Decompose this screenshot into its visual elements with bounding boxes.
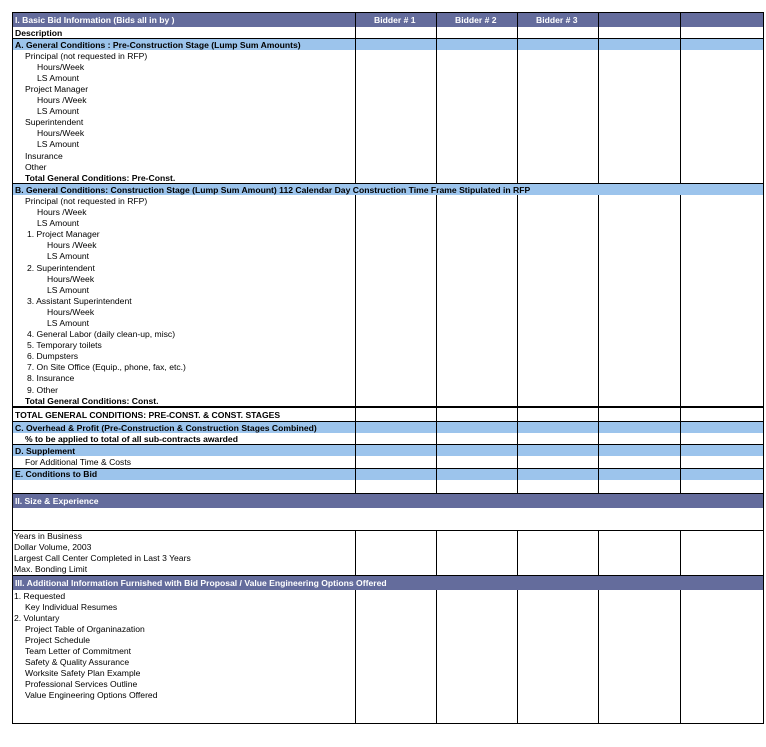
table-row xyxy=(13,564,764,576)
section-d-header xyxy=(13,445,764,457)
table-row xyxy=(13,542,764,553)
row-label: C. Overhead & Profit (Pre-Construction & Construction Stages Combined) xyxy=(13,422,356,434)
row-label: For Additional Time & Costs xyxy=(13,456,356,468)
section-a-header xyxy=(13,39,764,51)
row-label: TOTAL GENERAL CONDITIONS: PRE-CONST. & CONST. STAGES xyxy=(13,407,356,422)
total-row xyxy=(13,395,764,407)
row-label: Project Table of Organinazation xyxy=(13,623,356,634)
row-label: Total General Conditions: Const. xyxy=(13,395,356,407)
row-label: Total General Conditions: Pre-Const. xyxy=(13,172,356,184)
row-label: Largest Call Center Completed in Last 3 Years xyxy=(13,553,356,564)
table-row xyxy=(13,150,764,161)
row-label: LS Amount xyxy=(13,72,356,83)
section-1-title: I. Basic Bid Information (Bids all in by ) xyxy=(13,13,356,28)
table-row xyxy=(13,433,764,445)
section-3-title: III. Additional Information Furnished with Bid Proposal / Value Engineering Options Offered xyxy=(13,576,764,591)
table-row xyxy=(13,508,764,531)
table-row xyxy=(13,251,764,262)
row-label: E. Conditions to Bid xyxy=(13,468,356,480)
table-row xyxy=(13,306,764,317)
section-2-title: II. Size & Experience xyxy=(13,493,764,508)
row-label: Value Engineering Options Offered xyxy=(13,690,356,701)
row-label: LS Amount xyxy=(13,284,356,295)
section-2-header xyxy=(13,493,764,508)
row-label: Hours/Week xyxy=(13,128,356,139)
row-label: Hours/Week xyxy=(13,306,356,317)
table-row xyxy=(13,207,764,218)
row-label: Project Schedule xyxy=(13,634,356,645)
table-row xyxy=(13,351,764,362)
grand-total-row xyxy=(13,407,764,422)
row-label: % to be applied to total of all sub-contracts awarded xyxy=(13,433,356,445)
table-row xyxy=(13,634,764,645)
section-e-header xyxy=(13,468,764,480)
table-row xyxy=(13,139,764,150)
row-label: 6. Dumpsters xyxy=(13,351,356,362)
table-row xyxy=(13,317,764,328)
table-row xyxy=(13,72,764,83)
table-row xyxy=(13,668,764,679)
table-row xyxy=(13,553,764,564)
table-row xyxy=(13,83,764,94)
total-row xyxy=(13,172,764,184)
row-label: 9. Other xyxy=(13,384,356,395)
row-label: LS Amount xyxy=(13,139,356,150)
table-row xyxy=(13,701,764,724)
table-row xyxy=(13,329,764,340)
bidder-2-label: Bidder # 2 xyxy=(437,13,518,28)
row-label: 1. Requested xyxy=(13,590,356,601)
table-row xyxy=(13,690,764,701)
row-label: Dollar Volume, 2003 xyxy=(13,542,356,553)
row-label: Hours /Week xyxy=(13,207,356,218)
table-row xyxy=(13,117,764,128)
row-label: Description xyxy=(13,27,356,39)
row-label: 2. Voluntary xyxy=(13,612,356,623)
table-row xyxy=(13,456,764,468)
row-label: 4. General Labor (daily clean-up, misc) xyxy=(13,329,356,340)
bidder-1-label: Bidder # 1 xyxy=(356,13,437,28)
row-label: LS Amount xyxy=(13,317,356,328)
row-label: 8. Insurance xyxy=(13,373,356,384)
bidder-5-label xyxy=(681,13,764,28)
row-label: Hours /Week xyxy=(13,240,356,251)
table-row xyxy=(13,161,764,172)
table-row xyxy=(13,273,764,284)
table-row xyxy=(13,50,764,61)
row-label: 2. Superintendent xyxy=(13,262,356,273)
row-label: Project Manager xyxy=(13,83,356,94)
table-row xyxy=(13,530,764,542)
row-label: 7. On Site Office (Equip., phone, fax, etc.) xyxy=(13,362,356,373)
row-label: B. General Conditions: Construction Stage (Lump Sum Amount) 112 Calendar Day Construction Time Frame Stipulated in RFP xyxy=(13,184,764,196)
table-row xyxy=(13,623,764,634)
table-row xyxy=(13,295,764,306)
table-row xyxy=(13,106,764,117)
table-row xyxy=(13,128,764,139)
row-label: Principal (not requested in RFP) xyxy=(13,195,356,206)
table-row xyxy=(13,262,764,273)
section-b-header xyxy=(13,184,764,196)
row-label: Team Letter of Commitment xyxy=(13,646,356,657)
table-row xyxy=(13,480,764,494)
table-row xyxy=(13,590,764,601)
table-row xyxy=(13,646,764,657)
bidder-3-label: Bidder # 3 xyxy=(518,13,599,28)
table-row xyxy=(13,384,764,395)
table-row xyxy=(13,601,764,612)
row-label: Worksite Safety Plan Example xyxy=(13,668,356,679)
row-label: 5. Temporary toilets xyxy=(13,340,356,351)
table-row xyxy=(13,27,764,39)
row-label: Max. Bonding Limit xyxy=(13,564,356,576)
row-label: Safety & Quality Assurance xyxy=(13,657,356,668)
table-row xyxy=(13,284,764,295)
table-row xyxy=(13,240,764,251)
row-label: Superintendent xyxy=(13,117,356,128)
table-row xyxy=(13,218,764,229)
table-row xyxy=(13,373,764,384)
table-row xyxy=(13,195,764,206)
row-label: Insurance xyxy=(13,150,356,161)
table-row xyxy=(13,612,764,623)
section-3-header xyxy=(13,576,764,591)
row-label: 1. Project Manager xyxy=(13,229,356,240)
section-c-header xyxy=(13,422,764,434)
row-label: Other xyxy=(13,161,356,172)
section-1-header xyxy=(13,13,764,28)
row-label: Hours/Week xyxy=(13,61,356,72)
bid-table xyxy=(12,12,764,724)
row-label: Professional Services Outline xyxy=(13,679,356,690)
table-row xyxy=(13,362,764,373)
table-row xyxy=(13,95,764,106)
table-row xyxy=(13,679,764,690)
table-row xyxy=(13,657,764,668)
row-label: Years in Business xyxy=(13,530,356,542)
bidder-4-label xyxy=(599,13,681,28)
row-label: A. General Conditions : Pre-Construction Stage (Lump Sum Amounts) xyxy=(13,39,356,51)
row-label: D. Supplement xyxy=(13,445,356,457)
row-label: 3. Assistant Superintendent xyxy=(13,295,356,306)
row-label: LS Amount xyxy=(13,106,356,117)
table-row xyxy=(13,61,764,72)
row-label: Key Individual Resumes xyxy=(13,601,356,612)
row-label: Principal (not requested in RFP) xyxy=(13,50,356,61)
table-row xyxy=(13,340,764,351)
row-label: LS Amount xyxy=(13,251,356,262)
table-row xyxy=(13,229,764,240)
row-label: Hours /Week xyxy=(13,95,356,106)
row-label: LS Amount xyxy=(13,218,356,229)
row-label: Hours/Week xyxy=(13,273,356,284)
